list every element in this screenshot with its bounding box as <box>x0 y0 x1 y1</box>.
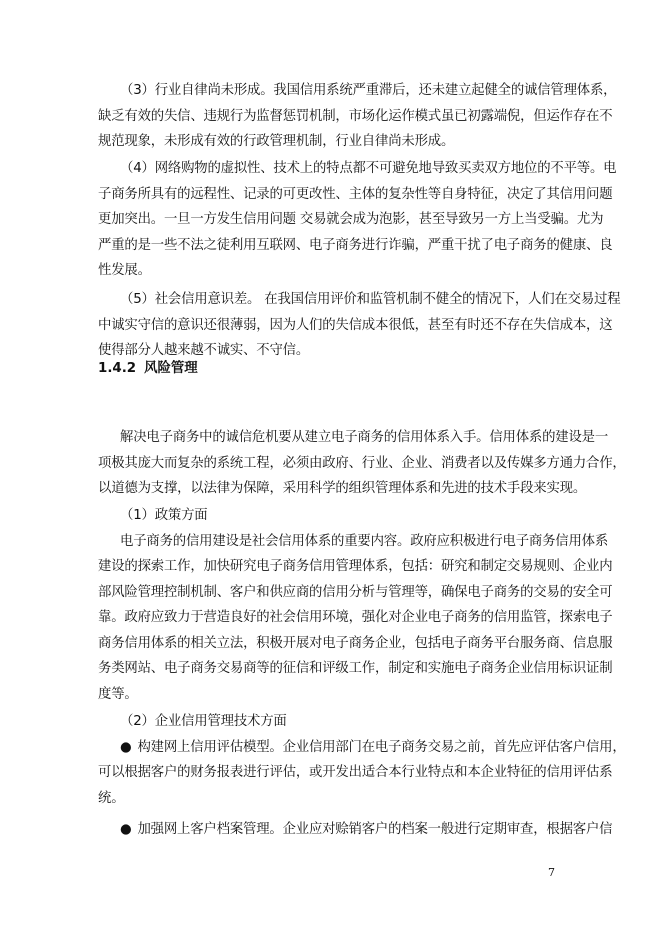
section-number: 1.4.2 <box>98 361 137 376</box>
text-line: 电子商务的信用建设是社会信用体系的重要内容。政府应积极进行电子商务信用体系 <box>120 533 609 549</box>
text-line: （4）网络购物的虚拟性、技术上的特点都不可避免地导致买卖双方地位的不平等。电 <box>120 161 617 176</box>
text-line: 中诚实守信的意识还很薄弱，因为人们的失信成本很低，甚至有时还不存在失信成本，这 <box>98 317 613 333</box>
text-line: （3）行业自律尚未形成。我国信用系统严重滞后，还未建立起健全的诚信管理体系， <box>120 83 617 98</box>
text-line: 务类网站、电子商务交易商等的征信和评级工作，制定和实施电子商务企业信用标识证制 <box>98 661 613 676</box>
subsection-title: （2）企业信用管理技术方面 <box>120 714 287 729</box>
text-line: 解决电子商务中的诚信危机要从建立电子商务的信用体系入手。信用体系的建设是一 <box>120 430 609 445</box>
text-line: 项极其庞大而复杂的系统工程，必须由政府、行业、企业、消费者以及传媒多方通力合作， <box>98 455 626 471</box>
text-line: 使得部分人越来越不诚实、不守信。 <box>98 343 310 358</box>
bullet-item <box>98 817 613 843</box>
paragraph-intro <box>98 425 626 502</box>
text-line: 靠。政府应致力于营造良好的社会信用环境，强化对企业电子商务的信用监管，探索电子 <box>98 610 613 625</box>
text-line: 度等。 <box>98 686 138 702</box>
text-line: 规范现象，未形成有效的行政管理机制，行业自律尚未形成。 <box>98 134 455 149</box>
text-line: 性发展。 <box>98 263 151 278</box>
bullet-icon: ● <box>120 739 132 755</box>
subsection-policy <box>98 503 613 707</box>
subsection-title: （1）政策方面 <box>120 508 208 523</box>
text-line: 商务信用体系的相关立法，积极开展对电子商务企业，包括电子商务平台服务商、信息服 <box>98 635 613 651</box>
text-line: 更加突出。一旦一方发生信用问题 交易就会成为泡影，甚至导致另一方上当受骗。尤为 <box>98 212 604 227</box>
text-line: 构建网上信用评估模型。企业信用部门在电子商务交易之前，首先应评估客户信用， <box>137 739 626 755</box>
bullet-icon: ● <box>120 822 132 837</box>
section-title: 风险管理 <box>144 361 198 376</box>
text-line: 加强网上客户档案管理。企业应对赊销客户的档案一般进行定期审查，根据客户信 <box>137 822 613 837</box>
text-line: 可以根据客户的财务报表进行评估，或开发出适合本行业特点和本企业特征的信用评估系 <box>98 765 613 780</box>
paragraph-credit-awareness <box>98 287 621 364</box>
section-heading <box>98 356 198 381</box>
text-line: 统。 <box>98 790 125 806</box>
page-number: 7 <box>548 866 555 879</box>
text-line: 缺乏有效的失信、违规行为监督惩罚机制，市场化运作模式虽已初露端倪，但运作存在不 <box>98 108 613 124</box>
text-line: 建设的探索工作，加快研究电子商务信用管理体系，包括：研究和制定交易规则、企业内 <box>98 559 613 574</box>
text-line: 以道德为支撑，以法律为保障，采用科学的组织管理体系和先进的技术手段来实现。 <box>98 481 587 496</box>
bullet-customer-archive <box>98 817 613 843</box>
text-line: 子商务所具有的远程性、记录的可更改性、主体的复杂性等自身特征，决定了其信用问题 <box>98 186 613 202</box>
bullet-item <box>98 735 626 761</box>
text-line: 严重的是一些不法之徒利用互联网、电子商务进行诈骗，严重干扰了电子商务的健康、良 <box>98 237 613 253</box>
subsection-enterprise <box>98 709 626 811</box>
text-line: 部风险管理控制机制、客户和供应商的信用分析与管理等，确保电子商务的交易的安全可 <box>98 584 613 600</box>
paragraph-industry-self-discipline <box>98 78 617 155</box>
text-line: （5）社会信用意识差。 在我国信用评价和监管机制不健全的情况下，人们在交易过程 <box>120 292 621 307</box>
paragraph-online-shopping-virtuality <box>98 156 617 284</box>
